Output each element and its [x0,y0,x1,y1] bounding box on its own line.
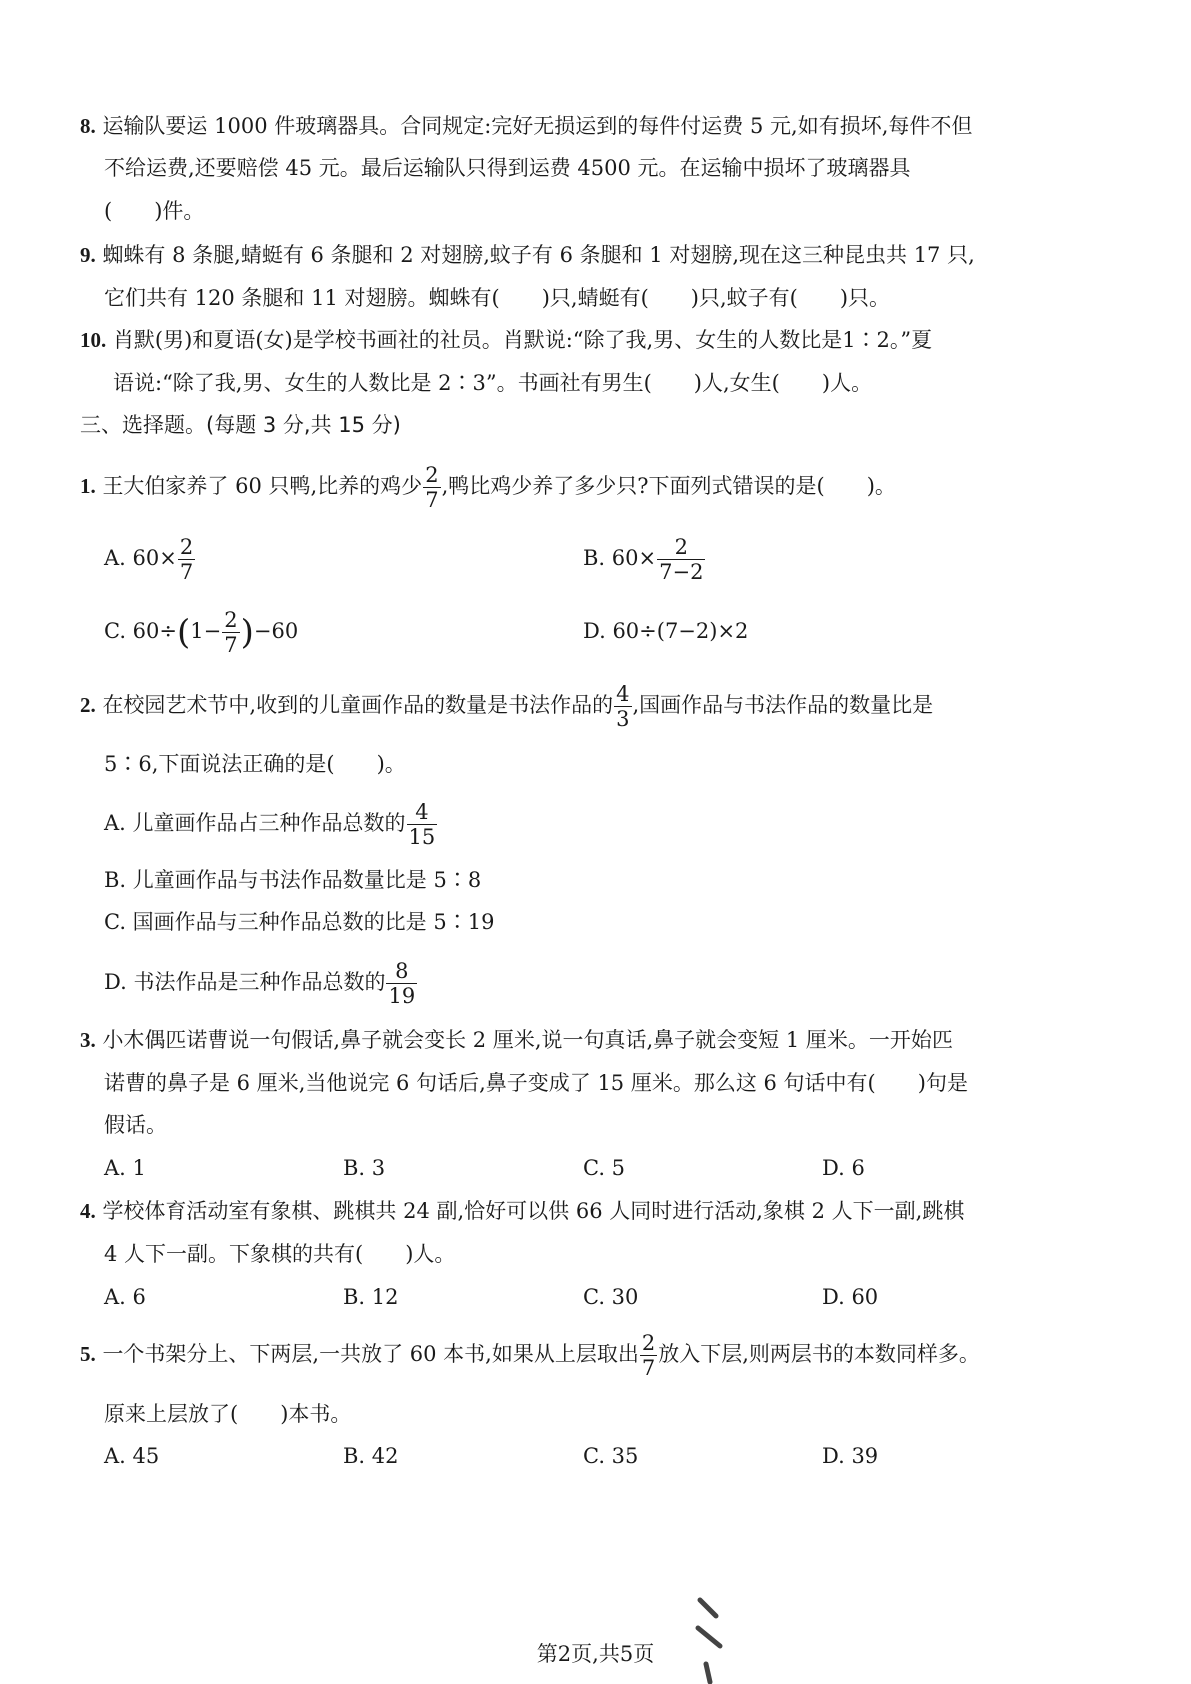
option-c: C. 国画作品与三种作品总数的比是 5∶19 [104,910,495,934]
pen-mark-icon [690,1594,730,1684]
question-3-line-3: 假话。 [104,1113,167,1137]
option-d: D. 39 [822,1444,879,1468]
fraction: $\frac{2}{7}$ [179,535,194,584]
option-b: B. 儿童画作品与书法作品数量比是 5∶8 [104,868,482,892]
question-4-line-2: 4 人下一副。下象棋的共有( )人。 [104,1242,456,1266]
fraction: $\frac{2}{7}$ [425,463,439,512]
fraction: $\frac{4}{15}$ [408,800,436,849]
fraction: $\frac{8}{19}$ [388,959,416,1008]
option-b: B. 60× $\frac{2}{7-2}$ [583,535,704,584]
option-b: B. 3 [343,1156,386,1180]
option-b: B. 42 [343,1444,399,1468]
question-text: 肖默(男)和夏语(女)是学校书画社的社员。肖默说:“除了我,男、女生的人数比是1∶2。”夏 [112,328,933,352]
question-number: 4. [80,1199,96,1223]
question-2-stem: 2. 在校园艺术节中,收到的儿童画作品的数量是书法作品的 $\frac{4}{3}$ ,国画作品与书法作品的数量比是 [80,682,934,731]
option-d: D. 60 [822,1285,879,1309]
section-title: 三、选择题。(每题 3 分,共 15 分) [80,413,401,437]
fraction: $\frac{2}{7}$ [224,608,238,657]
question-text-pre: 王大伯家养了 60 只鸭,比养的鸡少 [102,474,423,498]
option-d: D. 60÷(7−2)×2 [583,619,749,643]
option-c: C. 5 [583,1156,626,1180]
question-9-line-1 [80,241,975,269]
question-8-line-2: 不给运费,还要赔偿 45 元。最后运输队只得到运费 4500 元。在运输中损坏了玻璃器具 [104,156,911,180]
question-8-line-3: ( )件。 [104,199,205,223]
question-4-line-1: 4. 学校体育活动室有象棋、跳棋共 24 副,恰好可以供 66 人同时进行活动,象棋 2 人下一副,跳棋 [80,1199,965,1223]
fraction: $\frac{4}{3}$ [616,682,630,731]
question-2-line-2: 5∶6,下面说法正确的是( )。 [104,752,406,776]
question-5-line-2: 原来上层放了( )本书。 [104,1402,352,1426]
option-a: A. 45 [104,1444,160,1468]
question-number: 8. [80,114,96,138]
option-d: D. 6 [822,1156,865,1180]
option-a: A. 1 [104,1156,146,1180]
question-text: 蜘蛛有 8 条腿,蜻蜓有 6 条腿和 2 对翅膀,蚊子有 6 条腿和 1 对翅膀,现在这三种昆虫共 17 只, [102,243,975,267]
question-10-line-1 [80,326,932,354]
option-c: C. 30 [583,1285,639,1309]
question-5-stem: 5. 一个书架分上、下两层,一共放了 60 本书,如果从上层取出 $\frac{2}{7}$ 放入下层,则两层书的本数同样多。 [80,1331,980,1380]
question-9-line-2: 它们共有 120 条腿和 11 对翅膀。蜘蛛有( )只,蜻蜓有( )只,蚊子有( )只。 [104,286,891,310]
option-a: A. 6 [104,1285,146,1309]
option-a: A. 60× $\frac{2}{7}$ [104,535,194,584]
option-c: C. 35 [583,1444,639,1468]
option-a: A. 儿童画作品占三种作品总数的 $\frac{4}{15}$ [104,800,436,849]
question-number: 3. [80,1028,96,1052]
question-8-line-1 [80,112,972,140]
question-text: 运输队要运 1000 件玻璃器具。合同规定:完好无损运到的每件付运费 5 元,如有损坏,每件不但 [102,114,973,138]
question-1-stem [80,458,896,514]
question-3-line-1: 3. 小木偶匹诺曹说一句假话,鼻子就会变长 2 厘米,说一句真话,鼻子就会变短 1 厘米。一开始匹 [80,1028,953,1052]
option-c: C. 60÷(1− $\frac{2}{7}$ )−60 [104,608,299,657]
option-b: B. 12 [343,1285,399,1309]
question-number: 1. [80,474,96,498]
question-number: 2. [80,693,96,717]
page-footer: 第2页,共5页 [536,1642,655,1666]
question-number: 9. [80,243,96,267]
question-number: 10. [80,328,107,352]
fraction: $\frac{2}{7}$ [641,1331,656,1380]
question-10-line-2: 语说:“除了我,男、女生的人数比是 2∶3”。书画社有男生( )人,女生( )人。 [113,371,873,395]
fraction: $\frac{2}{7-2}$ [659,535,704,584]
question-3-line-2: 诺曹的鼻子是 6 厘米,当他说完 6 句话后,鼻子变成了 15 厘米。那么这 6 句话中有( )句是 [104,1071,968,1095]
option-d: D. 书法作品是三种作品总数的 $\frac{8}{19}$ [104,959,416,1008]
question-text-post: ,鸭比鸡少养了多少只?下面列式错误的是( )。 [441,474,896,498]
question-number: 5. [80,1342,96,1366]
